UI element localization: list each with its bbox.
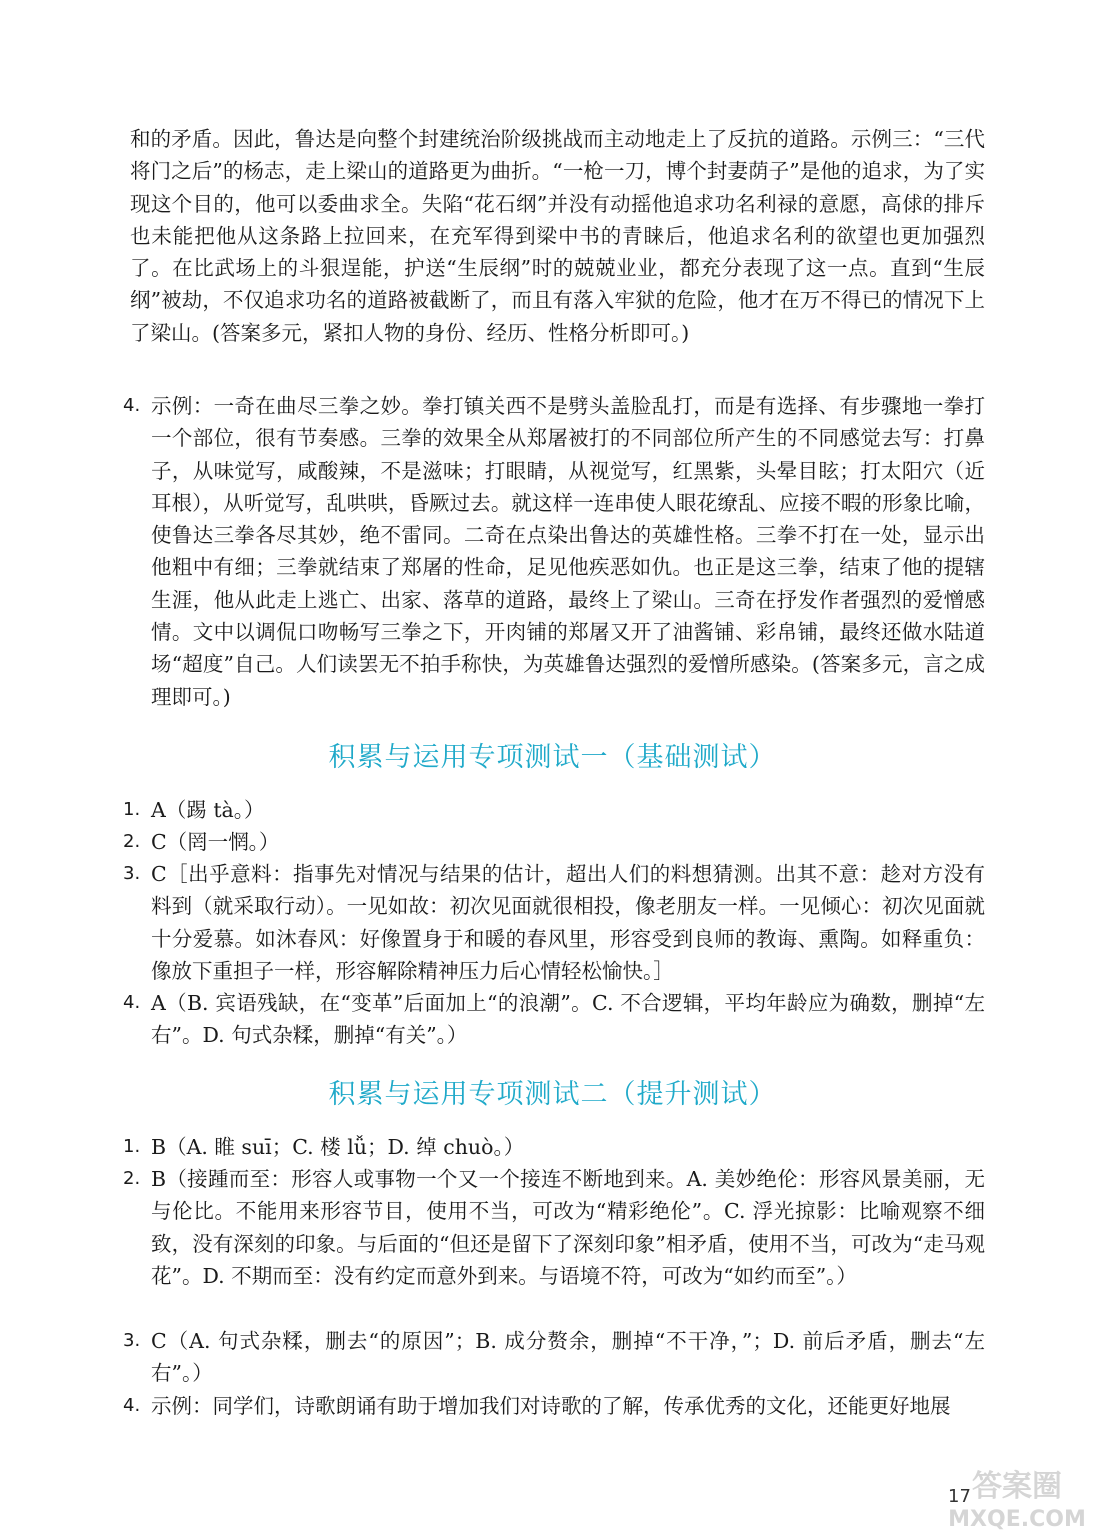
item-number: 4. [123, 992, 141, 1013]
answer-item-4-top [123, 390, 985, 713]
answer-item [123, 987, 985, 1052]
item-number: 2. [123, 1168, 141, 1189]
item-text: A（踢 tà。） [151, 798, 265, 822]
item-text: C（A. 句式杂糅，删去“的原因”；B. 成分赘余，删掉“不干净，”；D. 前后矛盾，删去“左右”。） [151, 1329, 985, 1386]
item-number: 2. [123, 831, 141, 852]
answer-item [123, 1131, 985, 1163]
item-number: 4. [123, 1395, 141, 1416]
item-text: C［出乎意料：指事先对情况与结果的估计，超出人们的料想猜测。出其不意：趁对方没有料到（就采取行动）。一见如故：初次见面就很相投，像老朋友一样。一见倾心：初次见面就十分爱慕。如沐春风：好像置身于和暖的春风里，形容受到良师的教诲、熏陶。如释重负：像放下重担子一样，形容解除精神压力后心情轻松愉快。］ [151, 862, 985, 983]
section-heading-2: 积累与运用专项测试二（提升测试） [328, 1079, 777, 1110]
watermark-url: MXQE.COM [948, 1507, 1086, 1532]
answer-item [123, 826, 985, 858]
answer-item [123, 858, 985, 987]
watermark-logo [925, 1462, 1103, 1534]
item-text: B（A. 睢 suī；C. 楼 lǚ；D. 绰 chuò。） [151, 1135, 525, 1159]
item-text: C（罔一惘。） [151, 830, 280, 854]
item-number: 3. [123, 863, 141, 884]
answer-item [123, 1390, 985, 1422]
item-text: B（接踵而至：形容人或事物一个又一个接连不断地到来。A. 美妙绝伦：形容风景美丽，无与伦比。不能用来形容节目，使用不当，可改为“精彩绝伦”。C. 浮光掠影：比喻观察不细致，没有深刻的印象。与后面的“但还是留下了深刻印象”相矛盾，使用不当，可改为“走马观花”。D. 不期而至：没有约定而意外到来。与语境不符，可改为“如约而至”。） [151, 1167, 985, 1288]
watermark-title: 答案圈 [972, 1469, 1062, 1504]
item-number: 1. [123, 1136, 141, 1157]
item-number: 3. [123, 1330, 141, 1351]
answer-item [123, 1325, 985, 1390]
answer-item [123, 1163, 985, 1292]
page-number: 17 [948, 1486, 971, 1507]
item-number: 4. [123, 395, 141, 416]
section-heading-1: 积累与运用专项测试一（基础测试） [328, 742, 777, 773]
item-text: 示例：同学们，诗歌朗诵有助于增加我们对诗歌的了解，传承优秀的文化，还能更好地展 [151, 1394, 951, 1418]
top-paragraph: 和的矛盾。因此，鲁达是向整个封建统治阶级挑战而主动地走上了反抗的道路。示例三：“三代将门之后”的杨志，走上梁山的道路更为曲折。“一枪一刀，博个封妻荫子”是他的追求，为了实现这个目的，他可以委曲求全。失陷“花石纲”并没有动摇他追求功名利禄的意愿，高俅的排斥也未能把他从这条路上拉回来，在充军得到梁中书的青睐后，他追求名利的欲望也更加强烈了。在比武场上的斗狠逞能，护送“生辰纲”时的兢兢业业，都充分表现了这一点。直到“生辰纲”被劫，不仅追求功名的道路被截断了，而且有落入牢狱的危险，他才在万不得已的情况下上了梁山。(答案多元，紧扣人物的身份、经历、性格分析即可。) [130, 127, 985, 345]
item-text: A（B. 宾语残缺，在“变革”后面加上“的浪潮”。C. 不合逻辑，平均年龄应为确数，删掉“左右”。D. 句式杂糅，删掉“有关”。） [151, 991, 985, 1048]
item-text: 示例：一奇在曲尽三拳之妙。拳打镇关西不是劈头盖脸乱打，而是有选择、有步骤地一拳打一个部位，很有节奏感。三拳的效果全从郑屠被打的不同部位所产生的不同感觉去写：打鼻子，从味觉写，咸酸辣，不是滋味；打眼睛，从视觉写，红黑紫，头晕目眩；打太阳穴（近耳根），从听觉写，乱哄哄，昏厥过去。就这样一连串使人眼花缭乱、应接不暇的形象比喻，使鲁达三拳各尽其妙，绝不雷同。二奇在点染出鲁达的英雄性格。三拳不打在一处，显示出他粗中有细；三拳就结束了郑屠的性命，足见他疾恶如仇。也正是这三拳，结束了他的提辖生涯，他从此走上逃亡、出家、落草的道路，最终上了梁山。三奇在抒发作者强烈的爱憎感情。文中以调侃口吻畅写三拳之下，开肉铺的郑屠又开了油酱铺、彩帛铺，最终还做水陆道场“超度”自己。人们读罢无不拍手称快，为英雄鲁达强烈的爱憎所感染。(答案多元，言之成理即可。) [151, 394, 985, 709]
answer-item [123, 794, 985, 826]
item-number: 1. [123, 799, 141, 820]
